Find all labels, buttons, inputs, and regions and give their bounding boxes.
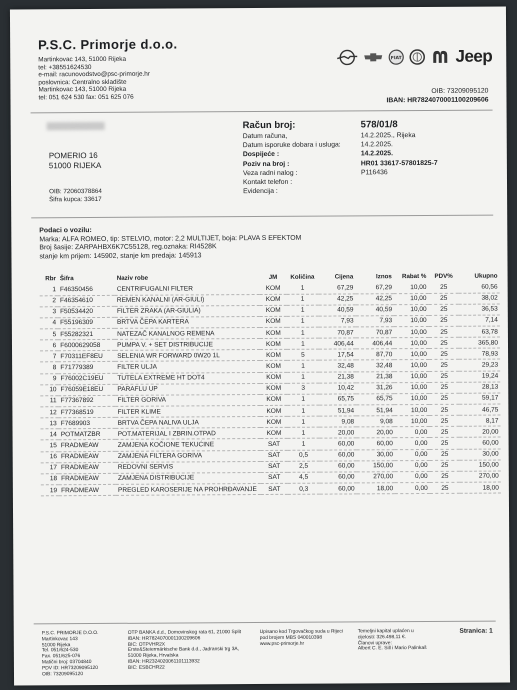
table-cell: PARAFLU UP: [115, 383, 260, 395]
table-cell: 67,29: [319, 282, 356, 293]
table-cell: F77368519: [59, 406, 116, 417]
page-number: Stranica: 1: [459, 627, 493, 635]
table-cell: 36,53: [459, 304, 500, 315]
vehicle-heading: Podaci o vozilu:: [39, 227, 92, 235]
table-cell: 21,38: [356, 371, 395, 382]
table-cell: F70311EF8EU: [58, 351, 115, 362]
footer-line: PDV ID: HR73209095120: [41, 665, 98, 672]
table-cell: 10,00: [395, 393, 430, 404]
table-cell: 67,29: [355, 282, 394, 293]
table-cell: KOM: [260, 350, 286, 361]
footer-line: BIC: ESBCHR22: [127, 665, 165, 671]
table-cell: F77367892: [59, 395, 116, 406]
table-cell: 25: [430, 471, 461, 482]
table-cell: 25: [429, 315, 460, 326]
table-cell: F76002C19EU: [58, 373, 115, 384]
seller-block: [38, 36, 178, 101]
table-cell: 65,75: [319, 394, 356, 405]
table-cell: BRTVA ČEPA KARTERA: [115, 316, 260, 328]
invoice-info: [243, 118, 493, 197]
table-cell: 25: [428, 282, 459, 293]
table-cell: 13: [40, 418, 58, 429]
table-cell: FRADMEAW: [59, 451, 116, 462]
table-cell: 30,00: [460, 449, 501, 460]
table-cell: KOM: [261, 405, 287, 416]
table-cell: 25: [429, 293, 460, 304]
header-divider: [31, 110, 493, 114]
brand-logos: [336, 47, 492, 68]
footer-line: cijelosti: 326.498,11 €.: [357, 634, 407, 641]
fiat-icon: [388, 49, 404, 65]
table-cell: 60,00: [460, 438, 501, 449]
jeep-logo: Jeep: [455, 46, 493, 66]
column-header: Količina: [290, 273, 315, 281]
company-line: Martinkovac 143, 51000 Rijeka: [38, 55, 127, 64]
table-cell: 1: [287, 405, 320, 416]
table-cell: 10: [40, 384, 58, 395]
table-cell: 18: [41, 474, 59, 485]
table-cell: 3: [40, 307, 58, 318]
table-cell: 10,00: [394, 327, 429, 338]
table-cell: ZAMJENA KOČIONE TEKUĆINE: [116, 439, 261, 451]
table-cell: 150,00: [356, 460, 395, 471]
table-row: [41, 482, 501, 496]
table-cell: 63,78: [459, 326, 500, 337]
table-cell: F46350456: [58, 284, 115, 295]
invoice-row-label: Kontakt telefon :: [242, 178, 293, 187]
table-cell: SAT: [261, 450, 287, 461]
table-cell: REMEN KANALNI (AR-GIULI): [115, 294, 260, 306]
table-cell: FILTER ULJA: [115, 361, 260, 373]
table-cell: 16: [41, 451, 59, 462]
table-cell: 25: [430, 460, 461, 471]
buyer-customer-number: Šifra kupca: 33617: [49, 195, 102, 203]
table-cell: 10,00: [395, 382, 430, 393]
buyer-ids: [49, 188, 102, 203]
opel-icon: [336, 49, 358, 65]
table-cell: 70,87: [356, 327, 395, 338]
footer-line: P.S.C. PRIMORJE D.O.O.: [41, 630, 99, 637]
footer-company: [42, 631, 128, 678]
table-cell: 1: [287, 427, 320, 438]
table-cell: NATEZAČ KANALNOG REMENA: [115, 328, 260, 340]
table-cell: ZAMJENA DISTRIBUCIJE: [116, 472, 261, 484]
table-cell: 60,00: [320, 450, 357, 461]
chevrolet-icon: [363, 52, 383, 62]
footer-line: Upisano kod Trgovačkog suda u Rijeci: [259, 629, 343, 636]
table-cell: 40,59: [319, 305, 356, 316]
footer-banks: [128, 630, 260, 677]
seller-ids: [386, 87, 488, 106]
table-cell: 1: [287, 338, 320, 349]
table-cell: 32,48: [356, 360, 395, 371]
table-cell: 0,5: [287, 450, 320, 461]
footer-line: Temeljni kapital uplaćen u: [357, 629, 414, 635]
table-cell: 20,00: [460, 426, 501, 437]
company-line: poslovnica: Centralno skladište: [38, 78, 127, 87]
table-cell: KOM: [260, 294, 286, 305]
table-cell: 150,00: [460, 460, 501, 471]
invoice-row-label: Datum isporuke dobara i usluga:: [242, 141, 341, 150]
footer-line: Članovi uprave:: [357, 640, 392, 647]
vehicle-mileage: stanje km prijem: 145902, stanje km predaja: 145913: [39, 252, 202, 261]
invoice-number: 578/01/8: [360, 119, 398, 131]
column-header: PDV%: [434, 272, 453, 280]
table-cell: KOM: [260, 305, 286, 316]
table-cell: ZAMJENA FILTERA GORIVA: [116, 450, 261, 462]
table-cell: SAT: [261, 483, 287, 494]
table-cell: 12: [40, 407, 58, 418]
table-cell: 25: [429, 404, 460, 415]
column-header: Ukupno: [474, 272, 498, 280]
invoice-row-label: Datum računa,: [242, 132, 288, 141]
table-cell: F76059E18EU: [59, 384, 116, 395]
table-cell: 7,14: [459, 315, 500, 326]
table-cell: F50534420: [58, 306, 115, 317]
table-cell: 60,00: [356, 438, 395, 449]
table-cell: 406,44: [319, 338, 356, 349]
table-cell: 46,75: [460, 404, 501, 415]
footer-line: IBAN: HR2324020061101113932: [127, 659, 200, 665]
table-cell: FRADMEAW: [59, 473, 116, 484]
table-cell: FILTER ZRAKA (AR-GIULIA): [115, 305, 260, 317]
table-cell: F7689903: [59, 418, 116, 429]
table-cell: SELENIA WR FORWARD 0W20 1L: [115, 350, 260, 362]
alfa-romeo-icon: [409, 49, 425, 65]
table-cell: FILTER KLIME: [116, 406, 261, 418]
table-cell: 9: [40, 373, 58, 384]
table-cell: 14: [41, 429, 59, 440]
table-cell: 87,70: [356, 349, 395, 360]
footer: [42, 629, 498, 678]
column-header: Iznos: [376, 273, 392, 281]
footer-line: OIB: 73209095120: [41, 671, 84, 677]
table-cell: 7: [40, 351, 58, 362]
table-cell: 19: [41, 485, 59, 496]
items-body: [40, 282, 501, 496]
table-cell: 59,17: [460, 393, 501, 404]
footer-line: OTP BANKA d.d., Domovinskog rata 61, 21000 Split: [127, 630, 242, 636]
table-cell: 25: [429, 304, 460, 315]
table-cell: 25: [429, 371, 460, 382]
table-cell: 1: [286, 316, 319, 327]
table-cell: POT.MATERIJAL I ZBRIN.OTPAD: [116, 428, 261, 440]
company-line: tel: 051 624 530 fax: 051 625 076: [38, 93, 134, 102]
company-name: P.S.C. Primorje d.o.o.: [38, 36, 178, 53]
table-cell: 8: [40, 362, 58, 373]
table-cell: 4,5: [287, 472, 320, 483]
column-header: Rbr: [45, 275, 56, 283]
table-cell: 1: [287, 439, 320, 450]
table-cell: 30,00: [356, 449, 395, 460]
table-cell: 9,08: [356, 416, 395, 427]
table-cell: 0,00: [395, 471, 430, 482]
table-cell: 25: [429, 360, 460, 371]
table-cell: 1: [287, 372, 320, 383]
table-cell: 60,00: [320, 438, 357, 449]
invoice-row-label: Veza radni nalog :: [242, 169, 298, 177]
svg-text:FIAT: FIAT: [391, 56, 402, 62]
vehicle-model: Marka: ALFA ROMEO, tip: STELVIO, motor: 2,2 MULTIJET, boja: PLAVA S EFEKTOM: [39, 234, 302, 244]
invoice-row-label: Poziv na broj :: [242, 160, 290, 168]
column-header: JM: [268, 273, 278, 281]
mopar-icon: [430, 49, 450, 65]
table-cell: 25: [429, 382, 460, 393]
invoice-row-value: [361, 186, 493, 196]
company-details: [38, 55, 178, 101]
column-header: Cijena: [334, 273, 354, 281]
table-cell: FRADMEAW: [59, 462, 116, 473]
table-cell: KOM: [260, 383, 286, 394]
table-cell: 25: [429, 427, 460, 438]
table-cell: 10,00: [394, 315, 429, 326]
table-cell: F46354610: [58, 295, 115, 306]
table-cell: FILTER GORIVA: [115, 394, 260, 406]
table-cell: 70,87: [319, 327, 356, 338]
table-cell: REDOVNI SERVIS: [116, 461, 261, 473]
column-header: Rabat %: [401, 272, 427, 281]
invoice-row-label: Evidencija :: [243, 188, 278, 196]
footer-line: Martinkovac 143: [41, 636, 78, 643]
footer-line: Erste&Steiermärkische Bank d.d., Jadranski trg 3A,: [127, 647, 240, 654]
table-cell: 10,00: [394, 338, 429, 349]
table-cell: 19,24: [459, 371, 500, 382]
table-cell: KOM: [260, 339, 286, 350]
invoice-row-label: Dospijeće :: [242, 151, 280, 159]
table-cell: 1: [287, 416, 320, 427]
items-table: [40, 271, 501, 497]
table-cell: 17: [41, 462, 59, 473]
footer-line: pod brojem MBS 040010398: [259, 635, 323, 641]
footer-line: Albert C. E. Sill i Mario Palinkaš: [357, 646, 427, 652]
invoice-row-value: P116436: [360, 169, 388, 177]
table-cell: 0,3: [287, 483, 320, 494]
table-cell: SAT: [261, 461, 287, 472]
table-cell: 29,23: [459, 360, 500, 371]
company-line: tel: +38551624530: [38, 63, 92, 71]
table-cell: 25: [429, 349, 460, 360]
table-cell: BRTVA ČEPA NALIVA ULJA: [116, 417, 261, 429]
seller-oib: OIB: 73209095120: [431, 87, 489, 95]
footer-line: 51000 Rijeka, Hrvatska: [127, 653, 179, 660]
table-cell: 42,25: [355, 293, 394, 304]
table-cell: 1: [40, 284, 58, 295]
footer-line: www.psc-primorje.hr: [259, 641, 305, 647]
table-cell: 2,5: [287, 461, 320, 472]
table-cell: FRADMEAW: [59, 440, 116, 451]
table-cell: 32,48: [319, 360, 356, 371]
table-cell: KOM: [261, 417, 287, 428]
buyer-address: [49, 151, 102, 171]
table-cell: PREGLED KAROSERIJE NA PROHRĐAVANJE: [116, 484, 261, 496]
table-cell: SAT: [261, 472, 287, 483]
vehicle-divider: [31, 215, 493, 219]
table-cell: 1: [287, 361, 320, 372]
table-cell: CENTRIFUGALNI FILTER: [115, 283, 260, 295]
table-cell: 10,00: [394, 304, 429, 315]
vehicle-info: [39, 225, 499, 263]
table-cell: KOM: [260, 361, 286, 372]
table-cell: 10,00: [395, 405, 430, 416]
invoice-paper: [10, 6, 510, 685]
table-cell: 3: [287, 383, 320, 394]
table-cell: 406,44: [356, 338, 395, 349]
table-cell: 7,93: [356, 316, 395, 327]
table-cell: 1: [286, 294, 319, 305]
table-cell: F55196309: [58, 317, 115, 328]
table-cell: 25: [429, 337, 460, 348]
table-cell: 51,94: [356, 405, 395, 416]
table-cell: 7,93: [319, 316, 356, 327]
table-cell: 6: [40, 340, 58, 351]
table-cell: 5: [40, 329, 58, 340]
table-cell: PUMPA V. + SET DISTRIBUCIJE: [115, 339, 260, 351]
table-cell: 65,75: [356, 394, 395, 405]
table-cell: 10,00: [394, 371, 429, 382]
invoice-row-value: 14.2.2025.: [360, 141, 393, 149]
table-cell: 15: [41, 440, 59, 451]
column-header: Šifra: [59, 275, 74, 283]
table-cell: 2: [40, 295, 58, 306]
table-cell: 365,80: [459, 337, 500, 348]
table-cell: 11: [40, 396, 58, 407]
table-cell: 8,17: [460, 415, 501, 426]
table-cell: 42,25: [319, 294, 356, 305]
table-cell: 28,13: [460, 382, 501, 393]
table-cell: 60,00: [320, 461, 357, 472]
footer-line: IBAN: HR7824070001100209606: [127, 636, 201, 642]
buyer-city: 51000 RIJEKA: [48, 160, 102, 171]
table-cell: F71779389: [58, 362, 115, 373]
table-cell: 0,00: [395, 482, 430, 493]
table-cell: 1: [286, 283, 319, 294]
invoice-row-value: 14.2.2025.: [360, 150, 393, 158]
table-cell: 0,00: [395, 438, 430, 449]
buyer-street: POMERIO 16: [48, 150, 98, 161]
buyer-name-redacted: [47, 122, 105, 130]
table-cell: 25: [429, 326, 460, 337]
table-cell: 21,38: [319, 372, 356, 383]
footer-line: Tel. 051/624-530: [41, 648, 79, 654]
table-cell: F6000629058: [58, 340, 115, 351]
table-cell: 25: [430, 482, 461, 493]
company-line: Martinkovac 143, 51000 Rijeka: [38, 86, 127, 94]
footer-line: 51000 Rijeka: [41, 642, 71, 648]
invoice-details: [243, 131, 493, 197]
table-cell: 10,00: [394, 360, 429, 371]
table-cell: F55282321: [58, 328, 115, 339]
table-cell: 10,00: [394, 349, 429, 360]
table-cell: 40,59: [355, 304, 394, 315]
table-cell: 17,54: [319, 349, 356, 360]
table-cell: 1: [286, 305, 319, 316]
table-cell: TUTELA EXTREME HT DOT4: [115, 372, 260, 384]
seller-iban: IBAN: HR7824070001100209606: [386, 96, 489, 105]
footer-divider: [34, 621, 496, 625]
table-cell: 31,26: [356, 382, 395, 393]
table-cell: 10,00: [394, 282, 429, 293]
table-cell: 25: [429, 449, 460, 460]
table-cell: SAT: [261, 439, 287, 450]
table-cell: 1: [287, 394, 320, 405]
invoice-row-value: HR01 33617-57801825-7: [360, 159, 438, 167]
table-cell: 270,00: [460, 471, 501, 482]
footer-line: Matični broj: 03704840: [41, 660, 92, 666]
table-cell: 25: [429, 438, 460, 449]
table-cell: KOM: [260, 316, 286, 327]
footer-line: Fax. 051/625-076: [41, 654, 81, 660]
table-cell: KOM: [260, 283, 286, 294]
table-cell: 5: [287, 349, 320, 360]
table-cell: 20,00: [356, 427, 395, 438]
table-cell: KOM: [261, 428, 287, 439]
footer-capital: [358, 629, 448, 676]
table-cell: 51,94: [320, 405, 357, 416]
table-cell: 0,00: [395, 449, 430, 460]
buyer-oib: OIB: 72060378864: [49, 187, 102, 196]
table-cell: 10,00: [394, 293, 429, 304]
table-cell: 10,42: [319, 383, 356, 394]
invoice-row: [243, 186, 493, 197]
footer-line: BIC: OTPVHR2X: [127, 642, 166, 648]
table-cell: 25: [429, 415, 460, 426]
table-cell: 270,00: [356, 472, 395, 483]
table-cell: 60,56: [459, 282, 500, 293]
company-line: e-mail: racunovodstvo@psc-primorje.hr: [38, 70, 150, 79]
invoice-row-value: 14.2.2025., Rijeka: [360, 132, 416, 140]
invoice-number-label: Račun broj:: [242, 119, 296, 132]
table-cell: 20,00: [320, 427, 357, 438]
table-cell: 1: [287, 327, 320, 338]
vehicle-chassis: Broj šasije: ZARPAHBX6K7C55128, reg.oznaka: RI4528K: [39, 243, 217, 252]
table-cell: 78,93: [459, 348, 500, 359]
table-cell: POTMATZBR: [59, 429, 116, 440]
table-cell: 4: [40, 318, 58, 329]
table-cell: 60,00: [320, 483, 357, 494]
table-cell: 9,08: [320, 416, 357, 427]
table-cell: FRADMEAW: [59, 484, 116, 495]
column-header: Naziv robe: [116, 274, 149, 282]
table-cell: 18,00: [357, 483, 396, 494]
table-cell: KOM: [260, 327, 286, 338]
table-cell: 10,00: [395, 416, 430, 427]
footer-registry: [260, 629, 358, 676]
table-cell: 25: [429, 393, 460, 404]
table-cell: 0,00: [395, 427, 430, 438]
table-cell: 60,00: [320, 472, 357, 483]
table-cell: KOM: [260, 372, 286, 383]
table-cell: KOM: [261, 394, 287, 405]
table-cell: 38,02: [459, 293, 500, 304]
table-cell: 0,00: [395, 460, 430, 471]
table-cell: 18,00: [460, 482, 501, 493]
